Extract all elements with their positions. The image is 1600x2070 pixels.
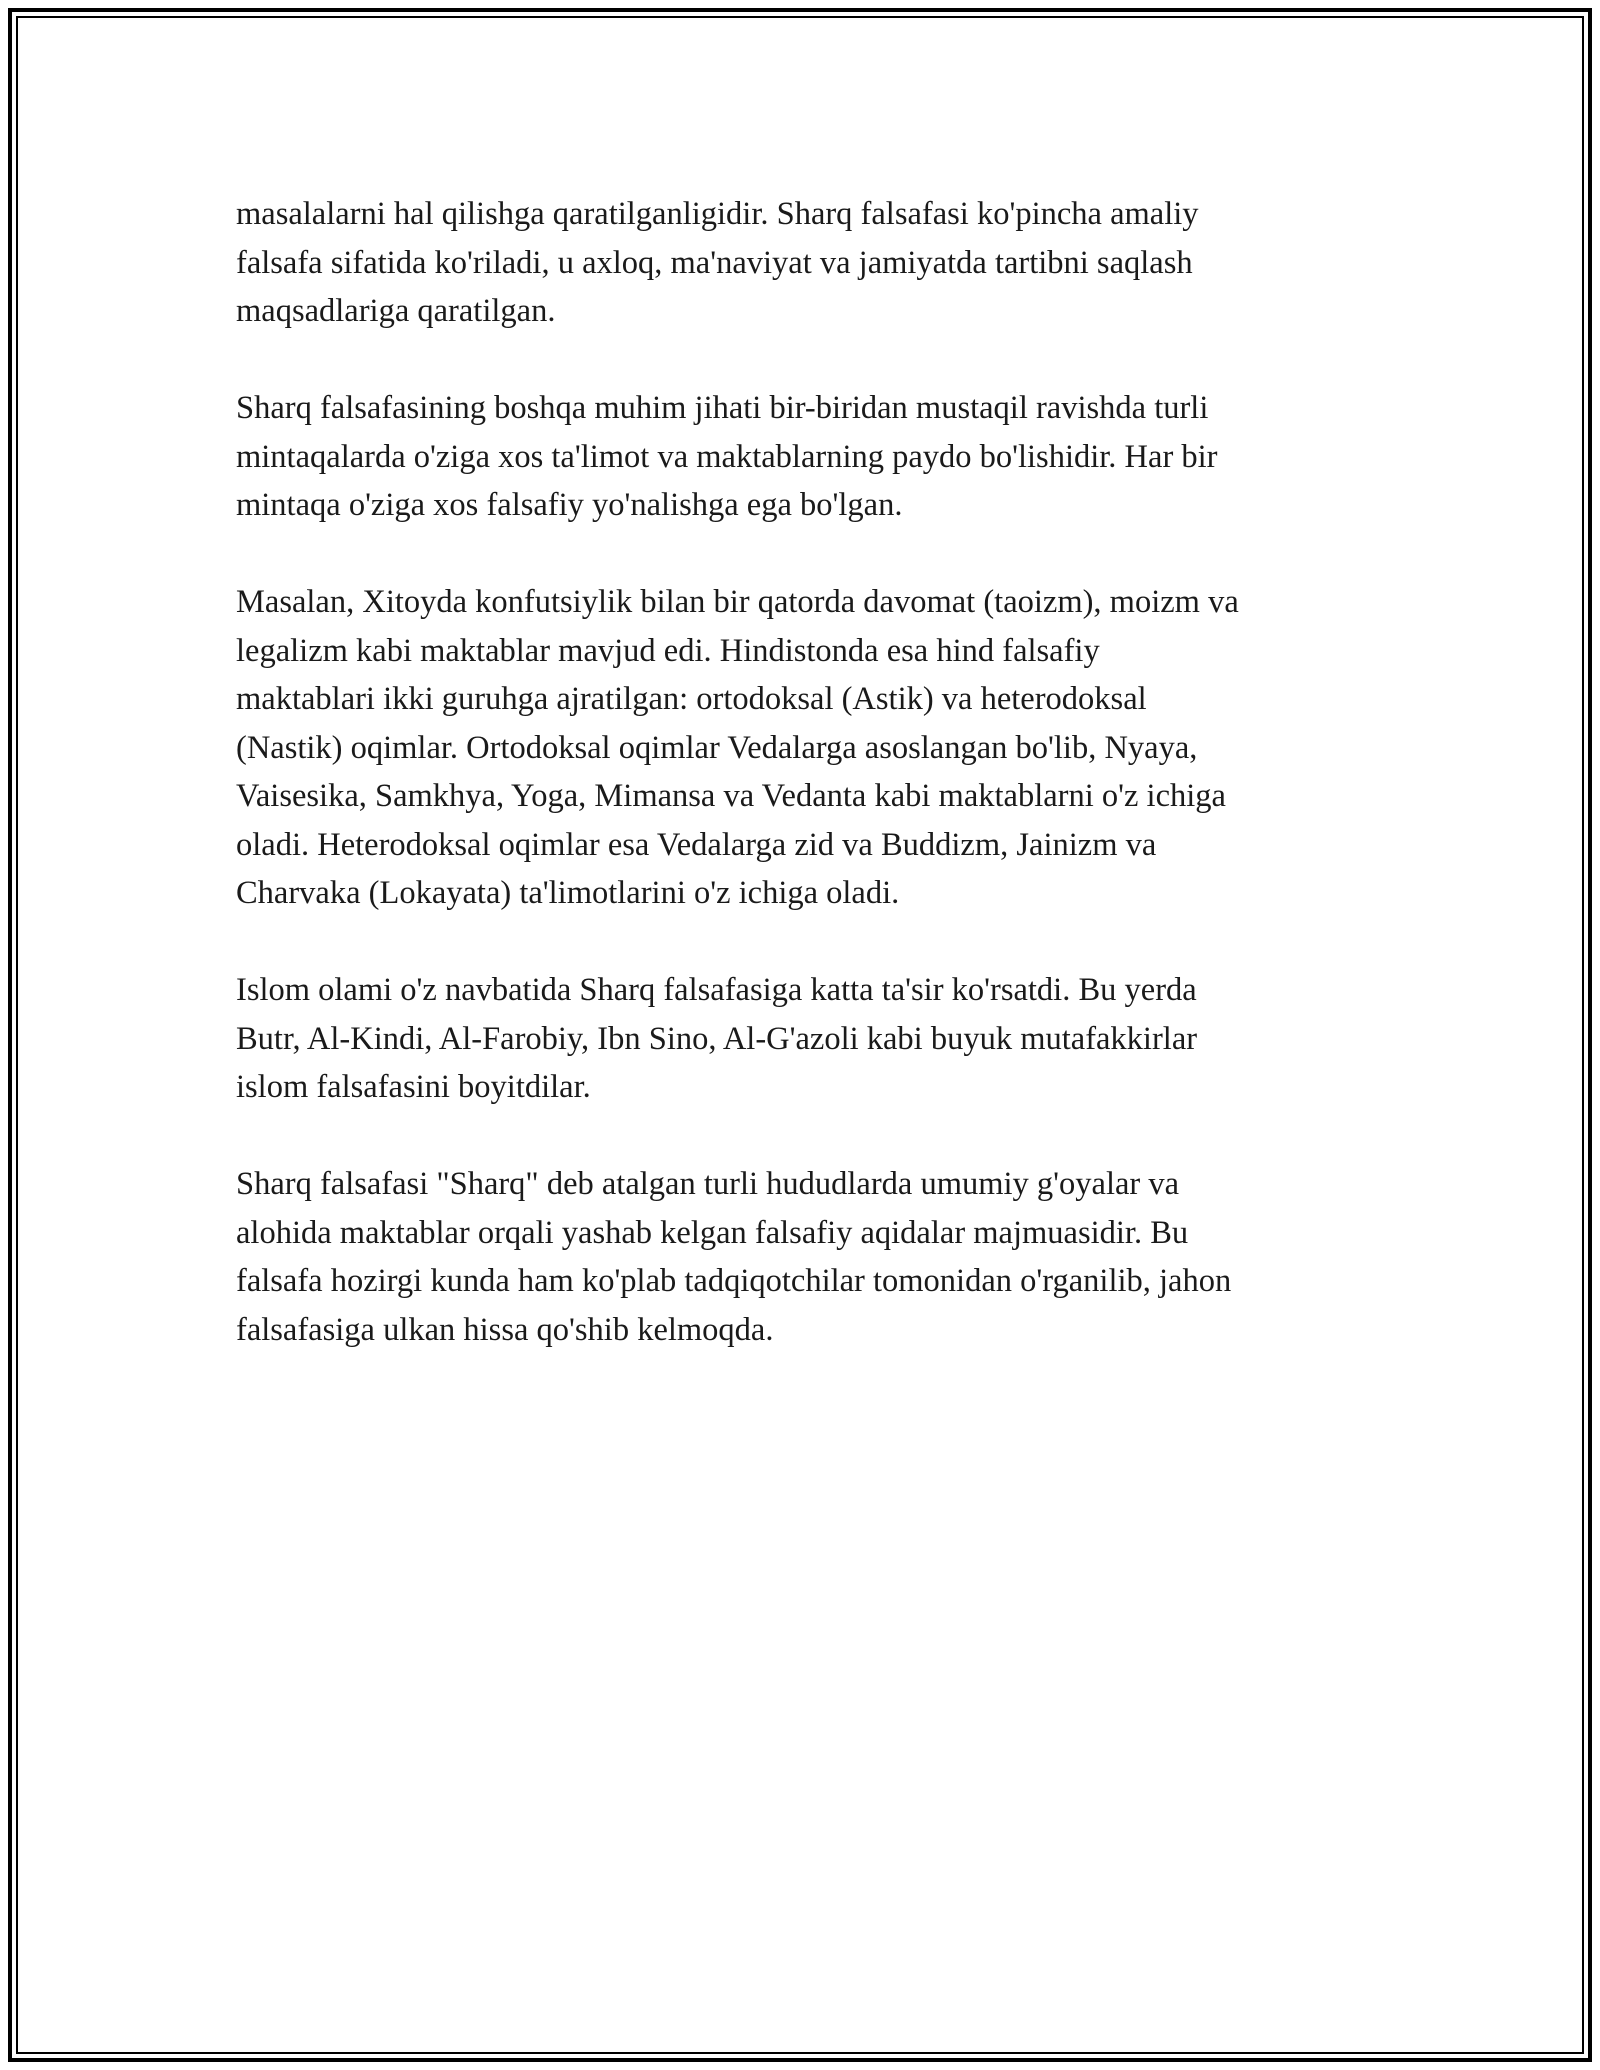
paragraph-1: masalalarni hal qilishga qaratilganligidir. Sharq falsafasi ko'pincha amaliy falsafa sifatida ko'riladi, u axloq, ma'naviyat va jamiyatda tartibni saqlash maqsadlariga qaratilgan. xyxy=(236,196,1199,329)
paragraph-4: Islom olami o'z navbatida Sharq falsafasiga katta ta'sir ko'rsatdi. Bu yerda Butr, Al-Kindi, Al-Farobiy, Ibn Sino, Al-G'azoli kabi buyuk mutafakkirlar islom falsafasini boyitdilar. xyxy=(236,972,1198,1105)
paragraph-5: Sharq falsafasi "Sharq" deb atalgan turli hududlarda umumiy g'oyalar va alohida maktablar orqali yashab kelgan falsafiy aqidalar majmuasidir. Bu falsafa hozirgi kunda ham ko'plab tadqiqotchilar tomonidan o'rganilib, jahon falsafasiga ulkan hissa qo'shib kelmoqda. xyxy=(236,1166,1232,1348)
paragraph-3: Masalan, Xitoyda konfutsiylik bilan bir qatorda davomat (taoizm), moizm va legalizm kabi maktablar mavjud edi. Hindistonda esa hind falsafiy maktablari ikki guruhga ajratilgan: ortodoksal (Astik) va heterodoksal (Nastik) oqimlar. Ortodoksal oqimlar Vedalarga asoslangan bo'lib, Nyaya, Vaisesika, Samkhya, Yoga, Mimansa va Vedanta kabi maktablarni o'z ichiga oladi. Heterodoksal oqimlar esa Vedalarga zid va Buddizm, Jainizm va Charvaka (Lokayata) ta'limotlarini o'z ichiga oladi. xyxy=(236,584,1239,911)
document-body xyxy=(236,190,1376,1403)
paragraph-2: Sharq falsafasining boshqa muhim jihati bir-biridan mustaqil ravishda turli mintaqalarda o'ziga xos ta'limot va maktablarning paydo bo'lishidir. Har bir mintaqa o'ziga xos falsafiy yo'nalishga ega bo'lgan. xyxy=(236,390,1218,523)
